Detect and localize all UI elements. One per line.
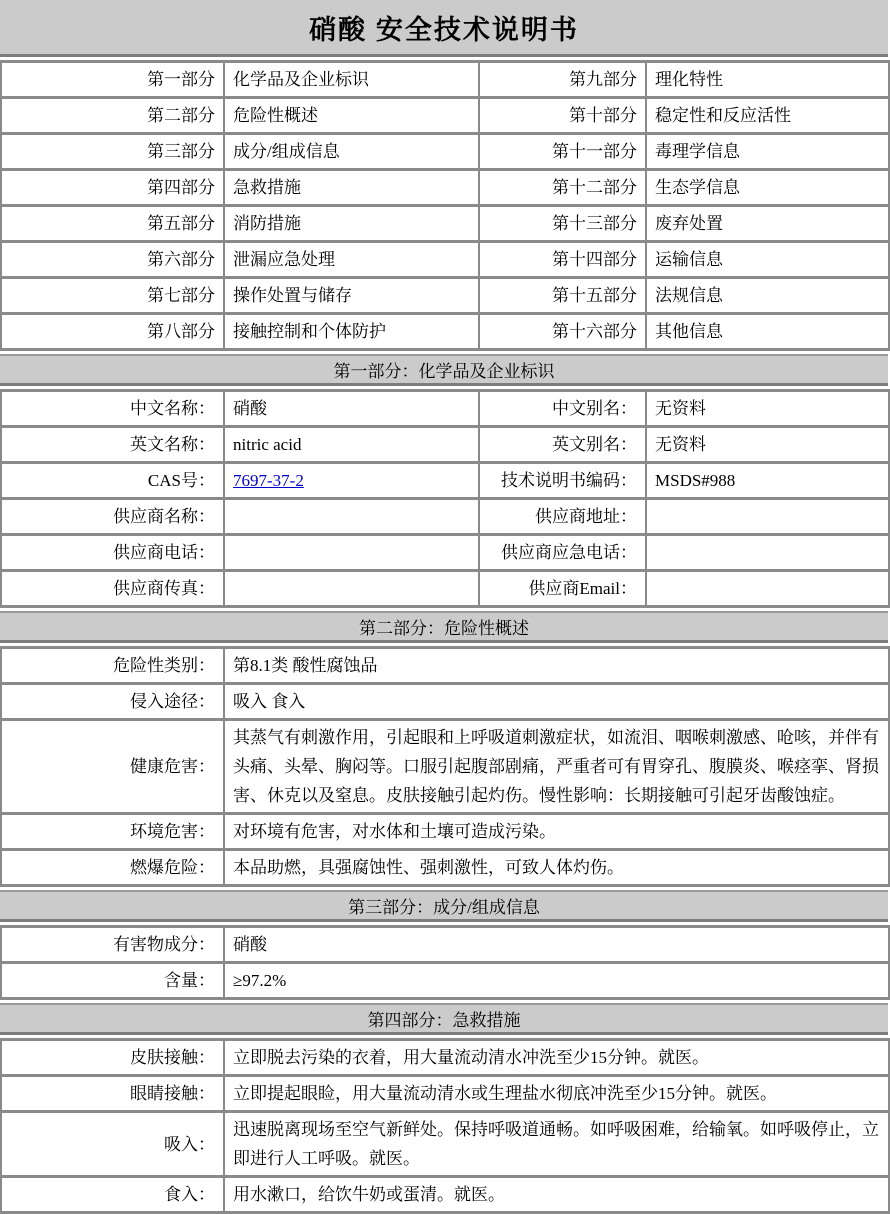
toc-part-number-right-text: 第十三部分 xyxy=(552,214,637,233)
field-label-text: 燃爆危险： xyxy=(130,858,215,877)
table-row xyxy=(1,648,889,684)
field-label xyxy=(479,499,646,535)
field-label-text: CAS号： xyxy=(147,471,215,490)
hazard-overview-body xyxy=(1,648,889,886)
table-row xyxy=(1,1076,889,1112)
field-value xyxy=(224,1040,889,1076)
field-label xyxy=(1,927,224,963)
field-value xyxy=(224,391,479,427)
field-value xyxy=(224,927,889,963)
toc-section-name-right-text: 运输信息 xyxy=(655,250,723,269)
toc-section-name-left-text: 泄漏应急处理 xyxy=(233,250,335,269)
toc-row xyxy=(1,206,889,242)
field-value xyxy=(224,720,889,814)
field-label-text: 供应商Email： xyxy=(528,579,637,598)
toc-section-name-right xyxy=(646,278,889,314)
chemical-identification-body xyxy=(1,391,889,607)
field-label xyxy=(1,427,224,463)
field-value xyxy=(224,427,479,463)
field-label xyxy=(1,535,224,571)
toc-section-name-right-text: 理化特性 xyxy=(655,70,723,89)
field-label-text: 供应商地址： xyxy=(535,507,637,526)
field-label xyxy=(479,571,646,607)
table-row xyxy=(1,814,889,850)
table-row xyxy=(1,720,889,814)
toc-part-number-left-text: 第三部分 xyxy=(147,142,215,161)
field-label-text: 眼睛接触： xyxy=(130,1084,215,1103)
document-title: 硝酸 安全技术说明书 xyxy=(0,0,888,57)
field-value xyxy=(646,535,889,571)
toc-section-name-left xyxy=(224,98,479,134)
field-value xyxy=(224,814,889,850)
field-value xyxy=(224,684,889,720)
toc-section-name-right xyxy=(646,206,889,242)
field-value-text: 第8.1类 酸性腐蚀品 xyxy=(233,656,378,675)
field-label xyxy=(1,814,224,850)
field-label-text: 健康危害： xyxy=(130,757,215,776)
field-value xyxy=(224,1177,889,1213)
toc-part-number-left-text: 第七部分 xyxy=(147,286,215,305)
toc-part-number-left xyxy=(1,134,224,170)
toc-part-number-left-text: 第八部分 xyxy=(147,322,215,341)
field-label-text: 中文别名： xyxy=(552,399,637,418)
toc-part-number-right-text: 第十二部分 xyxy=(552,178,637,197)
toc-row xyxy=(1,278,889,314)
field-label xyxy=(479,463,646,499)
field-value xyxy=(224,648,889,684)
toc-section-name-left xyxy=(224,62,479,98)
toc-section-name-right xyxy=(646,98,889,134)
toc-section-name-left xyxy=(224,278,479,314)
first-aid-table xyxy=(0,1038,890,1214)
field-label-text: 供应商应急电话： xyxy=(501,543,637,562)
composition-table xyxy=(0,925,890,1000)
field-value-text: 用水漱口，给饮牛奶或蛋清。就医。 xyxy=(233,1185,505,1204)
field-label xyxy=(1,1040,224,1076)
cas-number-link[interactable]: 7697-37-2 xyxy=(233,471,304,490)
toc-table xyxy=(0,60,890,351)
field-value-text: 立即提起眼睑，用大量流动清水或生理盐水彻底冲洗至少15分钟。就医。 xyxy=(233,1084,777,1103)
table-row xyxy=(1,927,889,963)
toc-part-number-left xyxy=(1,170,224,206)
field-label-text: 供应商电话： xyxy=(113,543,215,562)
toc-part-number-right xyxy=(479,278,646,314)
toc-section-name-left-text: 接触控制和个体防护 xyxy=(233,322,386,341)
field-label xyxy=(1,684,224,720)
toc-section-name-right-text: 其他信息 xyxy=(655,322,723,341)
toc-part-number-right xyxy=(479,206,646,242)
field-value xyxy=(646,391,889,427)
toc-part-number-right xyxy=(479,62,646,98)
field-value xyxy=(224,1076,889,1112)
toc-part-number-right-text: 第十部分 xyxy=(569,106,637,125)
field-label xyxy=(1,963,224,999)
field-value-text: MSDS#988 xyxy=(655,471,736,490)
field-value-text: 本品助燃，具强腐蚀性、强刺激性，可致人体灼伤。 xyxy=(233,858,624,877)
toc-part-number-left xyxy=(1,62,224,98)
table-row xyxy=(1,1040,889,1076)
chemical-identification-table xyxy=(0,389,890,608)
field-value xyxy=(646,499,889,535)
toc-part-number-left-text: 第一部分 xyxy=(147,70,215,89)
field-value-text: 无资料 xyxy=(655,435,706,454)
field-label-text: 危险性类别： xyxy=(113,656,215,675)
field-label xyxy=(1,499,224,535)
section-1-header: 第一部分：化学品及企业标识 xyxy=(0,354,888,386)
field-value-text: 无资料 xyxy=(655,399,706,418)
field-label xyxy=(1,463,224,499)
field-value-text: nitric acid xyxy=(233,435,302,454)
toc-section-name-right-text: 稳定性和反应活性 xyxy=(655,106,791,125)
field-label-text: 技术说明书编码： xyxy=(501,471,637,490)
field-label xyxy=(1,648,224,684)
field-label xyxy=(479,535,646,571)
table-row xyxy=(1,850,889,886)
field-value xyxy=(224,850,889,886)
toc-part-number-right xyxy=(479,242,646,278)
toc-section-name-right-text: 生态学信息 xyxy=(655,178,740,197)
field-label xyxy=(479,391,646,427)
toc-row xyxy=(1,134,889,170)
field-value-text: 立即脱去污染的衣着，用大量流动清水冲洗至少15分钟。就医。 xyxy=(233,1048,709,1067)
first-aid-body xyxy=(1,1040,889,1213)
toc-section-name-right xyxy=(646,62,889,98)
section-3-header: 第三部分：成分/组成信息 xyxy=(0,890,888,922)
toc-section-name-left-text: 操作处置与储存 xyxy=(233,286,352,305)
field-value xyxy=(646,571,889,607)
section-4-header: 第四部分：急救措施 xyxy=(0,1003,888,1035)
toc-section-name-right-text: 毒理学信息 xyxy=(655,142,740,161)
toc-section-name-left-text: 急救措施 xyxy=(233,178,301,197)
toc-section-name-left-text: 危险性概述 xyxy=(233,106,318,125)
toc-part-number-left xyxy=(1,314,224,350)
table-row xyxy=(1,535,889,571)
field-value-text: 硝酸 xyxy=(233,399,267,418)
table-row xyxy=(1,463,889,499)
toc-row xyxy=(1,170,889,206)
toc-section-name-left xyxy=(224,170,479,206)
table-row xyxy=(1,391,889,427)
toc-part-number-right xyxy=(479,134,646,170)
field-value xyxy=(224,571,479,607)
table-row xyxy=(1,427,889,463)
field-label-text: 英文别名： xyxy=(552,435,637,454)
toc-section-name-right-text: 废弃处置 xyxy=(655,214,723,233)
field-label xyxy=(479,427,646,463)
section-2-header: 第二部分：危险性概述 xyxy=(0,611,888,643)
toc-section-name-left-text: 成分/组成信息 xyxy=(233,142,340,161)
toc-section-name-right xyxy=(646,170,889,206)
toc-row xyxy=(1,98,889,134)
field-value xyxy=(646,427,889,463)
field-value xyxy=(224,963,889,999)
table-row xyxy=(1,963,889,999)
toc-section-name-right xyxy=(646,134,889,170)
table-row xyxy=(1,1177,889,1213)
field-value xyxy=(224,1112,889,1177)
composition-body xyxy=(1,927,889,999)
toc-part-number-left-text: 第六部分 xyxy=(147,250,215,269)
field-value xyxy=(224,499,479,535)
field-label xyxy=(1,571,224,607)
toc-row xyxy=(1,242,889,278)
field-label xyxy=(1,1076,224,1112)
table-row xyxy=(1,499,889,535)
toc-section-name-left xyxy=(224,242,479,278)
field-label-text: 供应商传真： xyxy=(113,579,215,598)
field-value-text: 对环境有危害，对水体和土壤可造成污染。 xyxy=(233,822,556,841)
field-label-text: 有害物成分： xyxy=(113,935,215,954)
field-label-text: 中文名称： xyxy=(130,399,215,418)
toc-row xyxy=(1,314,889,350)
toc-part-number-left-text: 第五部分 xyxy=(147,214,215,233)
table-row xyxy=(1,571,889,607)
toc-section-name-left xyxy=(224,134,479,170)
table-row xyxy=(1,684,889,720)
field-label xyxy=(1,391,224,427)
field-label-text: 环境危害： xyxy=(130,822,215,841)
toc-part-number-right xyxy=(479,314,646,350)
field-label xyxy=(1,1177,224,1213)
toc-part-number-right xyxy=(479,98,646,134)
toc-section-name-left xyxy=(224,314,479,350)
toc-part-number-right-text: 第九部分 xyxy=(569,70,637,89)
toc-section-name-left-text: 化学品及企业标识 xyxy=(233,70,369,89)
toc-part-number-right-text: 第十五部分 xyxy=(552,286,637,305)
toc-part-number-left-text: 第四部分 xyxy=(147,178,215,197)
toc-part-number-left xyxy=(1,242,224,278)
field-label-text: 供应商名称： xyxy=(113,507,215,526)
table-row xyxy=(1,1112,889,1177)
toc-part-number-right xyxy=(479,170,646,206)
hazard-overview-table xyxy=(0,646,890,887)
field-label xyxy=(1,1112,224,1177)
field-value xyxy=(224,535,479,571)
toc-part-number-right-text: 第十六部分 xyxy=(552,322,637,341)
toc-part-number-left xyxy=(1,206,224,242)
field-label-text: 含量： xyxy=(164,971,215,990)
field-value xyxy=(224,463,479,499)
toc-part-number-left xyxy=(1,98,224,134)
field-label-text: 吸入： xyxy=(164,1134,215,1154)
field-value-text: 硝酸 xyxy=(233,935,267,954)
toc-section-name-right-text: 法规信息 xyxy=(655,286,723,305)
toc-row xyxy=(1,62,889,98)
toc-part-number-left xyxy=(1,278,224,314)
field-value-text: 其蒸气有刺激作用，引起眼和上呼吸道刺激症状，如流泪、咽喉刺激感、呛咳，并伴有头痛、头晕、胸闷等。口服引起腹部剧痛，严重者可有胃穿孔、腹膜炎、喉痉挛、肾损害、休克以及窒息。皮肤接触引起灼伤。慢性影响：长期接触可引起牙齿酸蚀症。 xyxy=(233,728,879,805)
field-label xyxy=(1,850,224,886)
toc-section-name-right xyxy=(646,314,889,350)
field-label-text: 皮肤接触： xyxy=(130,1048,215,1067)
toc-section-name-left-text: 消防措施 xyxy=(233,214,301,233)
toc-section-name-right xyxy=(646,242,889,278)
toc-part-number-left-text: 第二部分 xyxy=(147,106,215,125)
field-label-text: 英文名称： xyxy=(130,435,215,454)
field-label xyxy=(1,720,224,814)
toc-part-number-right-text: 第十一部分 xyxy=(552,142,637,161)
field-value-text: ≥97.2% xyxy=(233,971,287,990)
field-label-text: 侵入途径： xyxy=(130,692,215,711)
toc-section-name-left xyxy=(224,206,479,242)
toc-part-number-right-text: 第十四部分 xyxy=(552,250,637,269)
field-value-text: 吸入 食入 xyxy=(233,692,306,711)
field-value xyxy=(646,463,889,499)
field-value-text: 迅速脱离现场至空气新鲜处。保持呼吸道通畅。如呼吸困难，给输氧。如呼吸停止，立即进行人工呼吸。就医。 xyxy=(233,1120,879,1168)
field-label-text: 食入： xyxy=(164,1185,215,1204)
toc-body xyxy=(1,62,889,350)
